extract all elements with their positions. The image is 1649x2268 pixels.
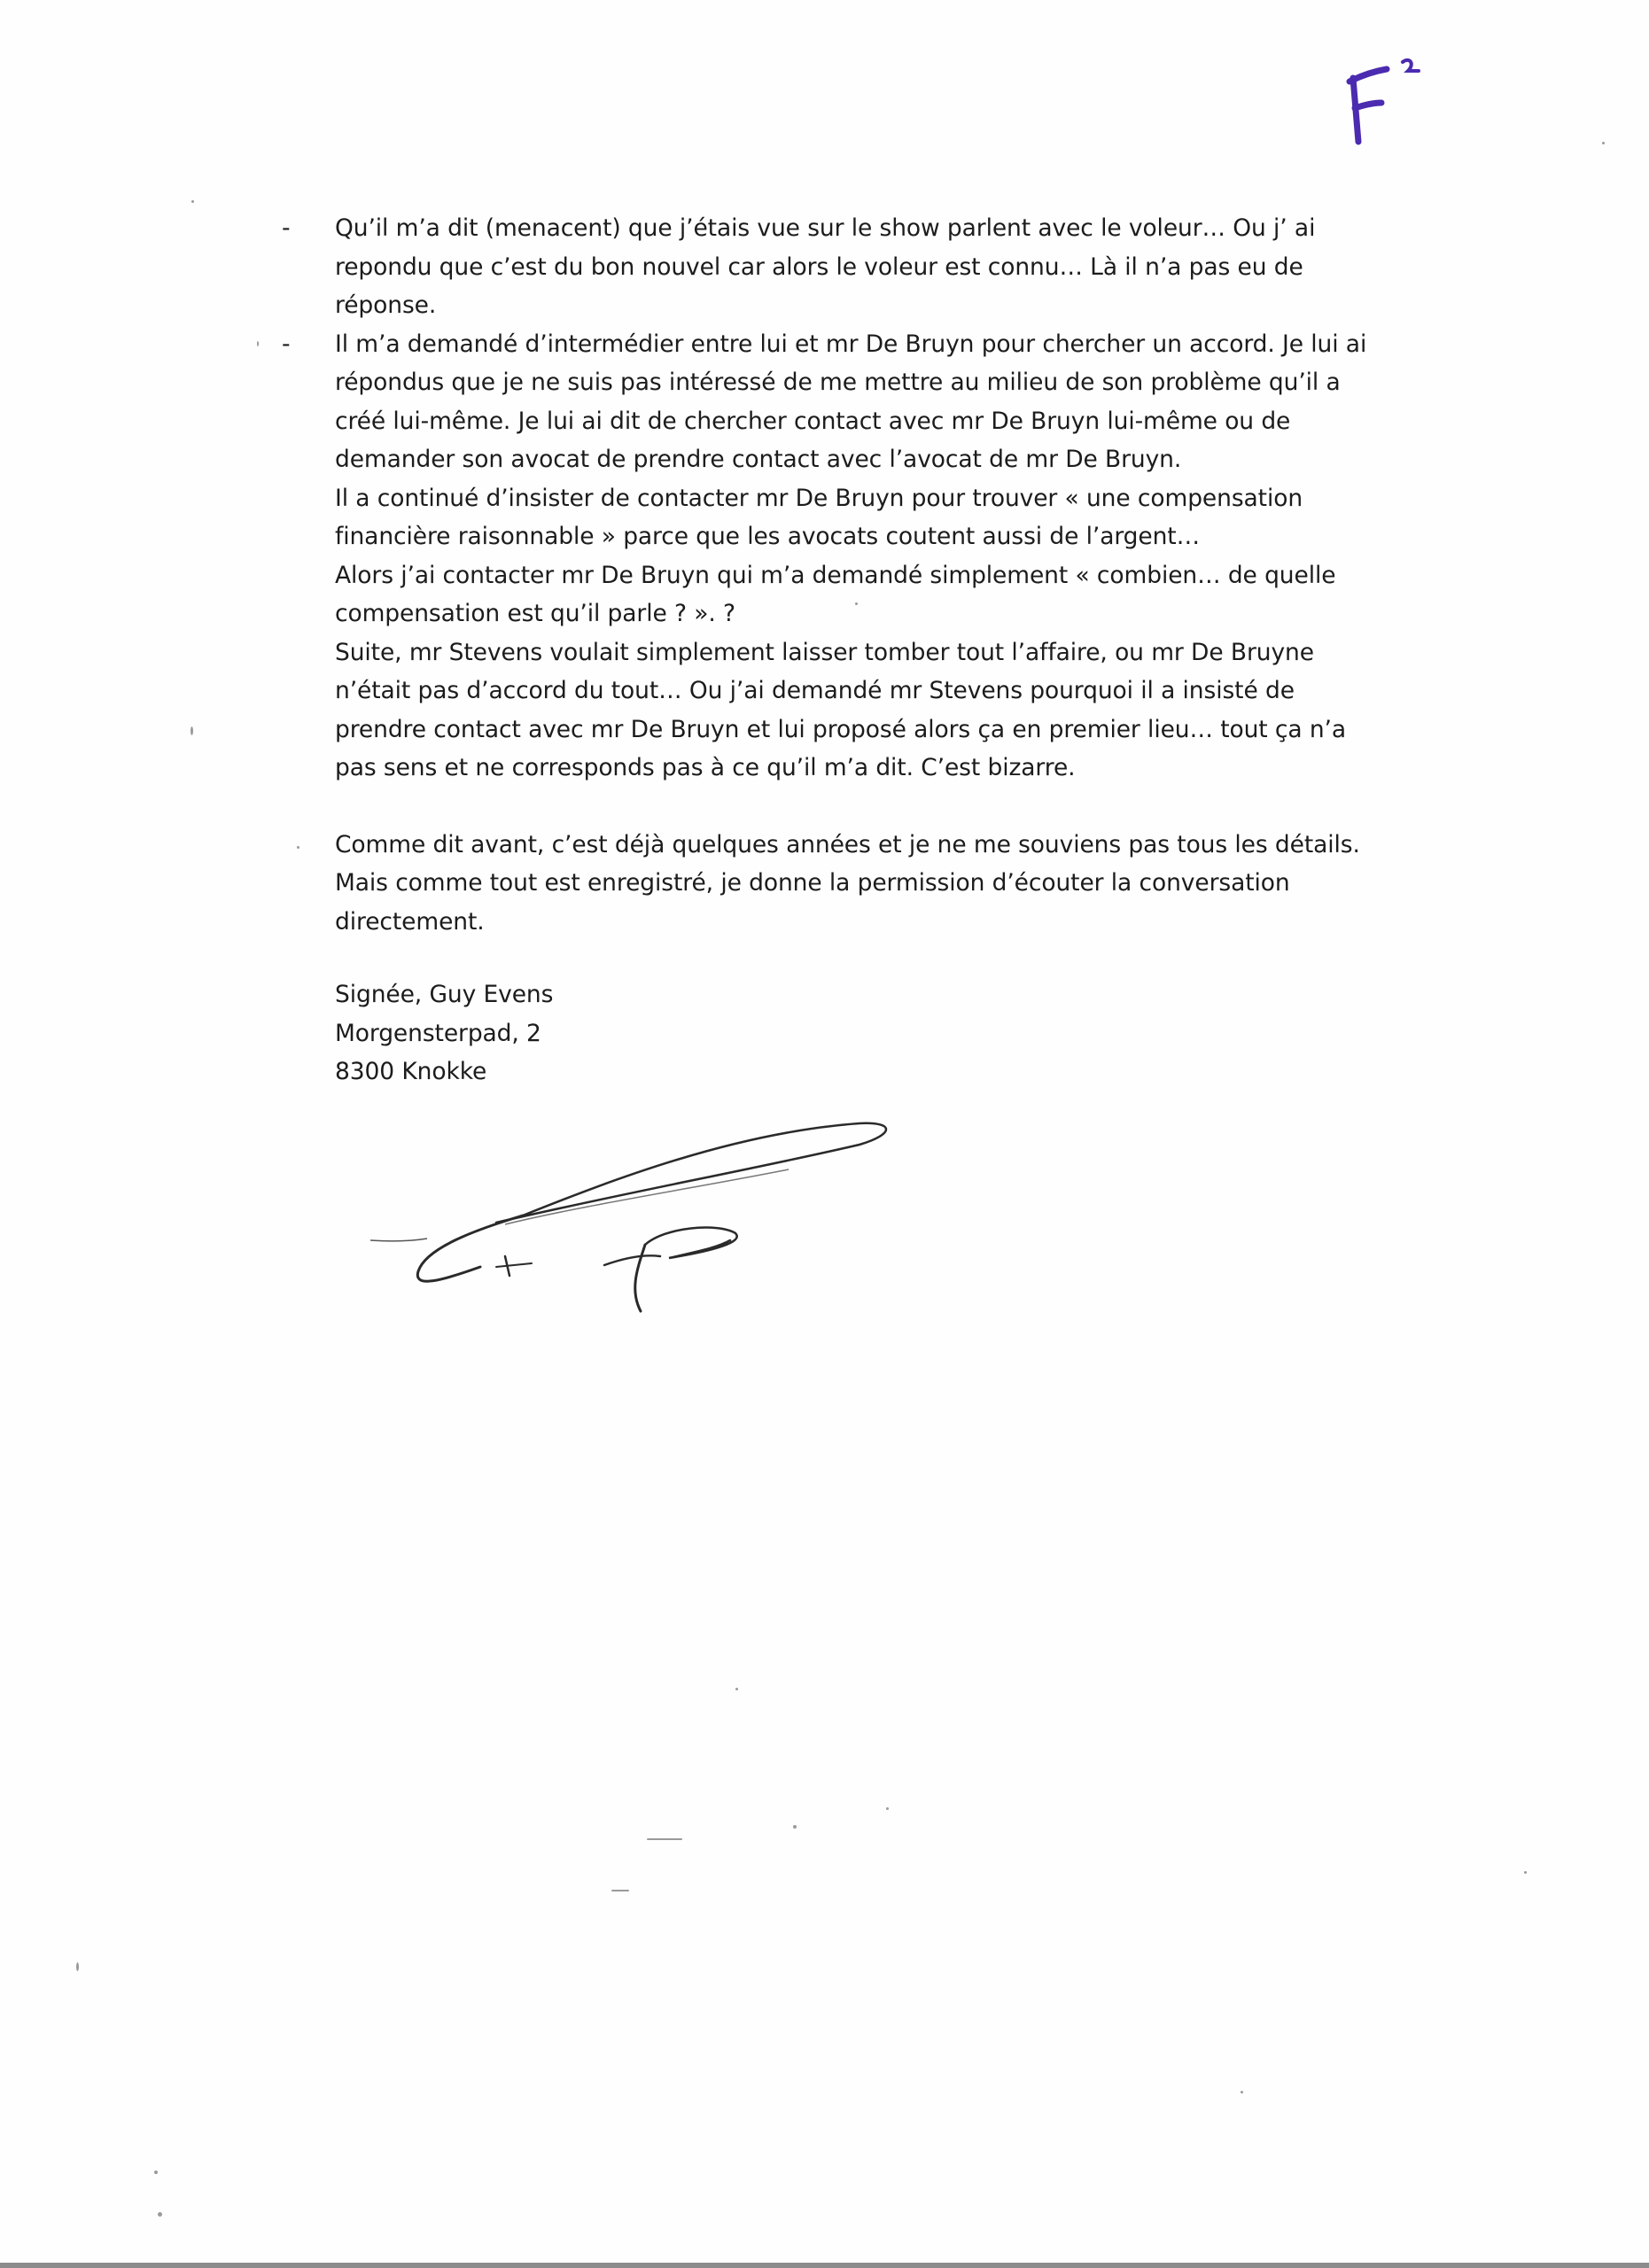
body-line: réponse.	[335, 291, 437, 319]
scan-speck	[855, 602, 858, 605]
bullet-dash: -	[282, 330, 291, 358]
scan-speck	[191, 726, 193, 735]
body-line: Il m’a demandé d’intermédier entre lui et mr De Bruyn pour chercher un accord. Je lui ai	[335, 330, 1367, 358]
bullet-dash: -	[282, 214, 291, 242]
scan-speck	[793, 1825, 797, 1829]
body-line: répondus que je ne suis pas intéressé de me mettre au milieu de son problème qu’il a	[335, 369, 1341, 396]
scan-speck	[1602, 142, 1605, 144]
closing-paragraph	[335, 826, 1381, 942]
body-line: créé lui-même. Je lui ai dit de chercher contact avec mr De Bruyn lui-même ou de	[335, 407, 1291, 435]
scan-speck	[158, 2212, 162, 2217]
body-line: financière raisonnable » parce que les avocats coutent aussi de l’argent…	[335, 523, 1200, 550]
scan-speck	[154, 2171, 158, 2174]
scan-speck	[76, 1962, 79, 1971]
body-line: Suite, mr Stevens voulait simplement laisser tomber tout l’affaire, ou mr De Bruyne	[335, 638, 1314, 666]
body-line: repondu que c’est du bon nouvel car alors le voleur est connu… Là il n’a pas eu de	[335, 252, 1303, 281]
address-city: 8300 Knokke	[335, 1058, 487, 1085]
list-item-1	[282, 209, 1381, 325]
body-line: Il a continué d’insister de contacter mr De Bruyn pour trouver « une compensation	[335, 484, 1303, 512]
signature-block	[335, 975, 1381, 1091]
letter-body	[282, 209, 1381, 1091]
closing-line: Mais comme tout est enregistré, je donne la permission d’écouter la conversation	[335, 869, 1290, 897]
scan-speck	[1241, 2091, 1243, 2093]
list-item-2	[282, 325, 1381, 788]
body-line: compensation est qu’il parle ? ». ?	[335, 600, 736, 627]
body-line: prendre contact avec mr De Bruyn et lui proposé alors ça en premier lieu… tout ça n’a	[335, 715, 1347, 743]
body-line: n’était pas d’accord du tout… Ou j’ai demandé mr Stevens pourquoi il a insisté de	[335, 677, 1295, 704]
scan-speck	[297, 846, 299, 849]
scan-speck	[1524, 1871, 1527, 1874]
scan-bottom-edge	[0, 2263, 1649, 2268]
scan-speck	[647, 1838, 682, 1840]
handwritten-page-mark	[1334, 53, 1440, 159]
body-line: demander son avocat de prendre contact avec l’avocat de mr De Bruyn.	[335, 446, 1182, 473]
closing-line: directement.	[335, 907, 485, 936]
body-line: pas sens et ne corresponds pas à ce qu’il m’a dit. C’est bizarre.	[335, 754, 1076, 781]
body-line: Alors j’ai contacter mr De Bruyn qui m’a demandé simplement « combien… de quelle	[335, 561, 1336, 589]
scan-speck	[886, 1807, 889, 1810]
scan-speck	[191, 200, 194, 203]
scan-speck	[257, 341, 259, 346]
address-street: Morgensterpad, 2	[335, 1019, 541, 1047]
signed-name: Signée, Guy Evens	[335, 981, 554, 1008]
scan-speck	[611, 1890, 629, 1891]
body-line: Qu’il m’a dit (menacent) que j’étais vue sur le show parlent avec le voleur… Ou j’ ai	[335, 214, 1316, 242]
scan-speck	[735, 1688, 738, 1690]
handwritten-signature	[363, 1099, 895, 1320]
closing-line: Comme dit avant, c’est déjà quelques années et je ne me souviens pas tous les détails.	[335, 830, 1360, 858]
